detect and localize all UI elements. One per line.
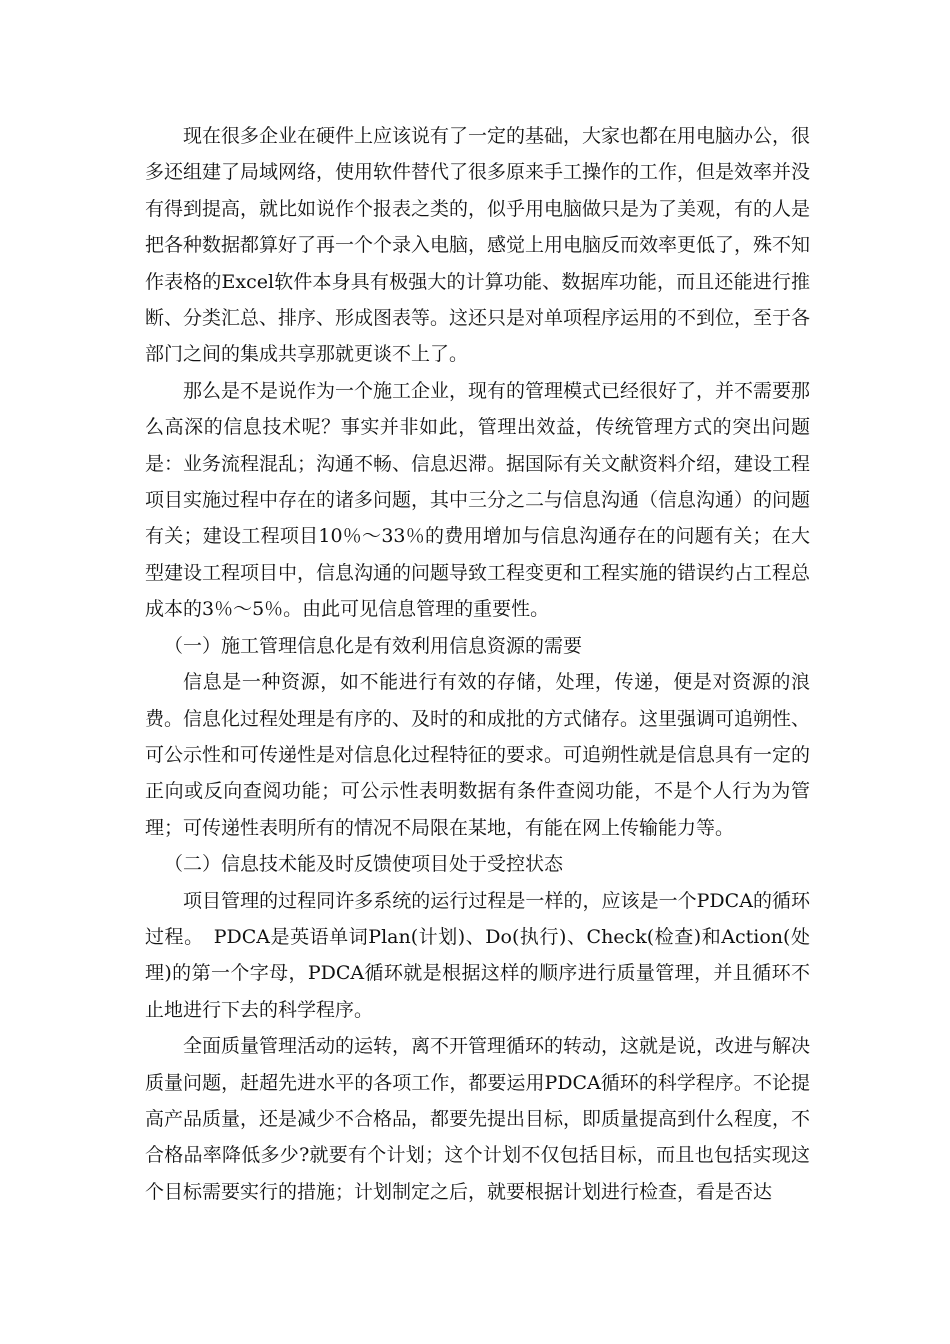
paragraph-3: 信息是一种资源，如不能进行有效的存储，处理，传递，便是对资源的浪费。信息化过程处理是有序的、及时的和成批的方式储存。这里强调可追朔性、可公示性和可传递性是对信息化过程特征的要求。可追朔性就是信息具有一定的正向或反向查阅功能；可公示性表明数据有条件查阅功能，不是个人行为为管理；可传递性表明所有的情况不局限在某地，有能在网上传输能力等。 (145, 671, 811, 839)
section-heading-1: （一）施工管理信息化是有效利用信息资源的需要 (164, 634, 583, 657)
paragraph-1: 现在很多企业在硬件上应该说有了一定的基础，大家也都在用电脑办公，很多还组建了局域网络，使用软件替代了很多原来手工操作的工作，但是效率并没有得到提高，就比如说作个报表之类的，似乎用电脑做只是为了美观，有的人是把各种数据都算好了再一个个录入电脑，感觉上用电脑反而效率更低了，殊不知作表格的Excel软件本身具有极强大的计算功能、数据库功能，而且还能进行推断、分类汇总、排序、形成图表等。这还只是对单项程序运用的不到位，至于各部门之间的集成共享那就更谈不上了。 (145, 125, 811, 366)
paragraph-2: 那么是不是说作为一个施工企业，现有的管理模式已经很好了，并不需要那么高深的信息技术呢？事实并非如此，管理出效益，传统管理方式的突出问题是：业务流程混乱；沟通不畅、信息迟滞。据国际有关文献资料介绍，建设工程项目实施过程中存在的诸多问题，其中三分之二与信息沟通（信息沟通）的问题有关；建设工程项目10％～33％的费用增加与信息沟通存在的问题有关；在大型建设工程项目中，信息沟通的问题导致工程变更和工程实施的错误约占工程总成本的3％～5％。由此可见信息管理的重要性。 (145, 379, 811, 621)
paragraph-4: 项目管理的过程同许多系统的运行过程是一样的，应该是一个PDCA的循环过程。 PDCA是英语单词Plan(计划)、Do(执行)、Check(检查)和Action(处理)的第一个字母，PDCA循环就是根据这样的顺序进行质量管理，并且循环不止地进行下去的科学程序。 (145, 889, 810, 1021)
document-body (145, 118, 810, 1210)
section-heading-2: （二）信息技术能及时反馈使项目处于受控状态 (164, 853, 564, 876)
paragraph-5: 全面质量管理活动的运转，离不开管理循环的转动，这就是说，改进与解决质量问题，赶超先进水平的各项工作，都要运用PDCA循环的科学程序。不论提高产品质量，还是减少不合格品，都要先提出目标，即质量提高到什么程度，不合格品率降低多少?就要有个计划；这个计划不仅包括目标，而且也包括实现这个目标需要实行的措施；计划制定之后，就要根据计划进行检查，看是否达 (145, 1035, 811, 1203)
